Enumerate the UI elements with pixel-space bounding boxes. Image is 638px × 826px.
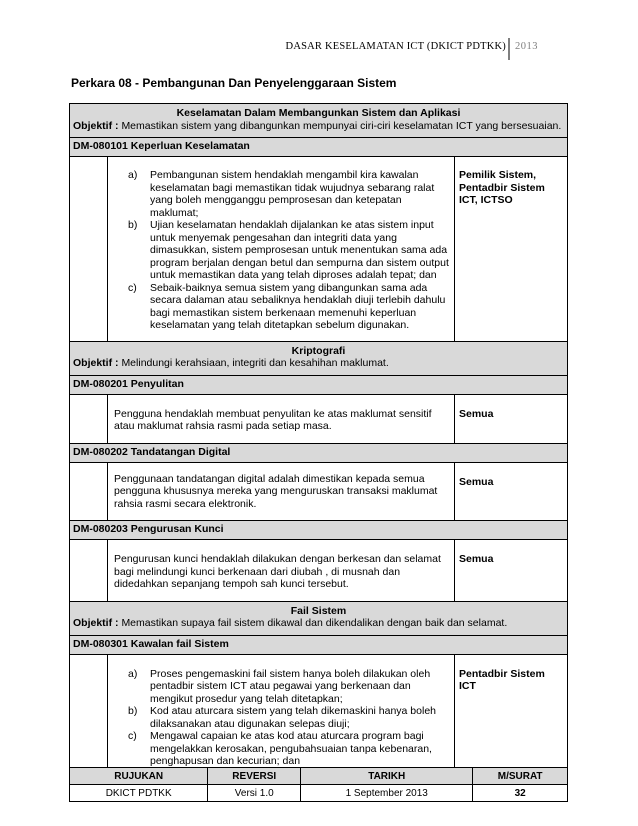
item-text: Penggunaan tandatangan digital adalah dimestikan kepada semua pengguna khususnya mereka yang menguruskan transaksi maklumat rahsia rasmi secara elektronik.	[114, 472, 438, 510]
item-code-row	[70, 375, 568, 394]
objective-text: Melindungi kerahsiaan, integriti dan kesahihan maklumat.	[121, 357, 389, 369]
section-objective	[73, 617, 564, 630]
list-text: Pembangunan sistem hendaklah mengambil kira kawalan keselamatan bagi memastikan tidak wujudnya sebarang ralat yang boleh mengganggu pemprosesan dan ketepatan maklumat;	[150, 169, 435, 219]
item-content	[108, 540, 455, 602]
document-footer	[69, 767, 568, 802]
item-code: DM-080101 Keperluan Keselamatan	[70, 138, 568, 157]
indent-cell	[70, 462, 108, 521]
list-text: Sebaik-baiknya semua sistem yang dibangunkan sama ada secara dalaman atau sebaliknya hendaklah diuji terlebih dahulu bagi memastikan sistem berkenaan memenuhi keperluan keselamatan yang telah ditetapkan sebelum digunakan.	[150, 281, 446, 331]
footer-header: TARIKH	[301, 768, 473, 785]
point-list	[114, 169, 449, 332]
item-content	[108, 654, 455, 770]
section-header-row	[70, 341, 568, 375]
responsible-party: Semua	[455, 394, 568, 443]
item-code-row	[70, 521, 568, 540]
section-title: Keselamatan Dalam Membangunkan Sistem dan Aplikasi	[176, 107, 461, 119]
footer-version: Versi 1.0	[208, 785, 301, 802]
footer-header: REVERSI	[208, 768, 301, 785]
list-text: Kod atau aturcara sistem yang telah dikemaskini hanya boleh dilaksanakan atau digunakan selepas diuji;	[150, 705, 437, 730]
section-title: Kriptografi	[291, 344, 346, 357]
objective-text: Memastikan supaya fail sistem dikawal dan dikendalikan dengan baik dan selamat.	[121, 617, 508, 629]
item-content-row	[70, 654, 568, 770]
chapter-title: Perkara 08 - Pembangunan Dan Penyelenggaraan Sistem	[71, 76, 397, 90]
responsible-party: Semua	[455, 540, 568, 602]
footer-date: 1 September 2013	[301, 785, 473, 802]
indent-cell	[70, 394, 108, 443]
item-code: DM-080203 Pengurusan Kunci	[70, 521, 568, 540]
list-text: Ujian keselamatan hendaklah dijalankan ke atas sistem input untuk menyemak pengesahan dan integriti data yang dimasukkan, sistem pemprosesan untuk menentukan sama ada program berjalan dengan betul dan sempurna dan sistem output untuk memastikan data yang telah diproses adalah tepat; dan	[150, 219, 449, 281]
indent-cell	[70, 540, 108, 602]
footer-reference: DKICT PDTKK	[70, 785, 208, 802]
item-content-row	[70, 157, 568, 342]
item-content	[108, 394, 455, 443]
indent-cell	[70, 157, 108, 342]
objective-text: Memastikan sistem yang dibangunkan mempunyai ciri-ciri keselamatan ICT yang bersesuaian.	[121, 119, 562, 132]
objective-label: Objektif :	[73, 357, 119, 369]
item-code-row	[70, 635, 568, 654]
header-year: 2013	[515, 41, 538, 52]
list-marker: c)	[128, 730, 137, 742]
list-text: Proses pengemaskini fail sistem hanya boleh dilakukan oleh pentadbir sistem ICT atau pegawai yang berkenaan dan mengikut prosedur yang telah ditetapkan;	[150, 667, 431, 705]
item-text: Pengguna hendaklah membuat penyulitan ke atas maklumat sensitif atau maklumat rahsia rasmi pada setiap masa.	[114, 407, 432, 432]
list-marker: a)	[128, 667, 138, 680]
section-header	[70, 341, 568, 375]
indent-cell	[70, 654, 108, 770]
footer-value-row	[70, 785, 568, 802]
responsible-party: Semua	[455, 462, 568, 521]
list-marker: c)	[128, 281, 137, 294]
item-content-row	[70, 462, 568, 521]
header-title: DASAR KESELAMATAN ICT (DKICT PDTKK)	[285, 41, 506, 52]
list-item	[114, 282, 449, 332]
footer-header: M/SURAT	[473, 768, 568, 785]
objective-label: Objektif :	[73, 119, 119, 132]
section-objective	[73, 357, 564, 370]
footer-header: RUJUKAN	[70, 768, 208, 785]
item-code: DM-080301 Kawalan fail Sistem	[70, 635, 568, 654]
list-item	[114, 169, 449, 219]
item-code: DM-080201 Penyulitan	[70, 375, 568, 394]
footer-header-row	[70, 768, 568, 785]
list-item	[114, 730, 449, 768]
footer-page-number: 32	[473, 785, 568, 802]
item-code: DM-080202 Tandatangan Digital	[70, 443, 568, 462]
objective-label: Objektif :	[73, 617, 119, 629]
point-list	[114, 668, 449, 768]
policy-table	[69, 103, 568, 771]
item-code-row	[70, 443, 568, 462]
section-objective	[73, 120, 564, 133]
section-header-row	[70, 104, 568, 138]
section-header-row	[70, 601, 568, 635]
list-item	[114, 219, 449, 282]
list-item	[114, 705, 449, 730]
list-item	[114, 668, 449, 706]
header-divider	[508, 38, 510, 60]
responsible-party: Pentadbir Sistem ICT	[455, 654, 568, 770]
section-header	[70, 104, 568, 138]
item-text: Pengurusan kunci hendaklah dilakukan dengan berkesan dan selamat bagi melindungi kunci berkenaan dari diubah , di musnah dan didedahkan sepanjang tempoh sah kunci tersebut.	[114, 553, 441, 590]
page-header	[0, 38, 638, 60]
item-content	[108, 157, 455, 342]
section-header	[70, 601, 568, 635]
responsible-party: Pemilik Sistem, Pentadbir Sistem ICT, ICTSO	[455, 157, 568, 342]
list-marker: b)	[128, 705, 138, 717]
list-marker: b)	[128, 219, 138, 231]
list-text: Mengawal capaian ke atas kod atau aturcara program bagi mengelakkan kerosakan, pengubahsuaian tanpa kebenaran, penghapusan dan kecurian; dan	[150, 730, 432, 767]
item-code-row	[70, 138, 568, 157]
list-marker: a)	[128, 169, 138, 181]
item-content-row	[70, 540, 568, 602]
item-content	[108, 462, 455, 521]
item-content-row	[70, 394, 568, 443]
section-title: Fail Sistem	[290, 604, 347, 617]
